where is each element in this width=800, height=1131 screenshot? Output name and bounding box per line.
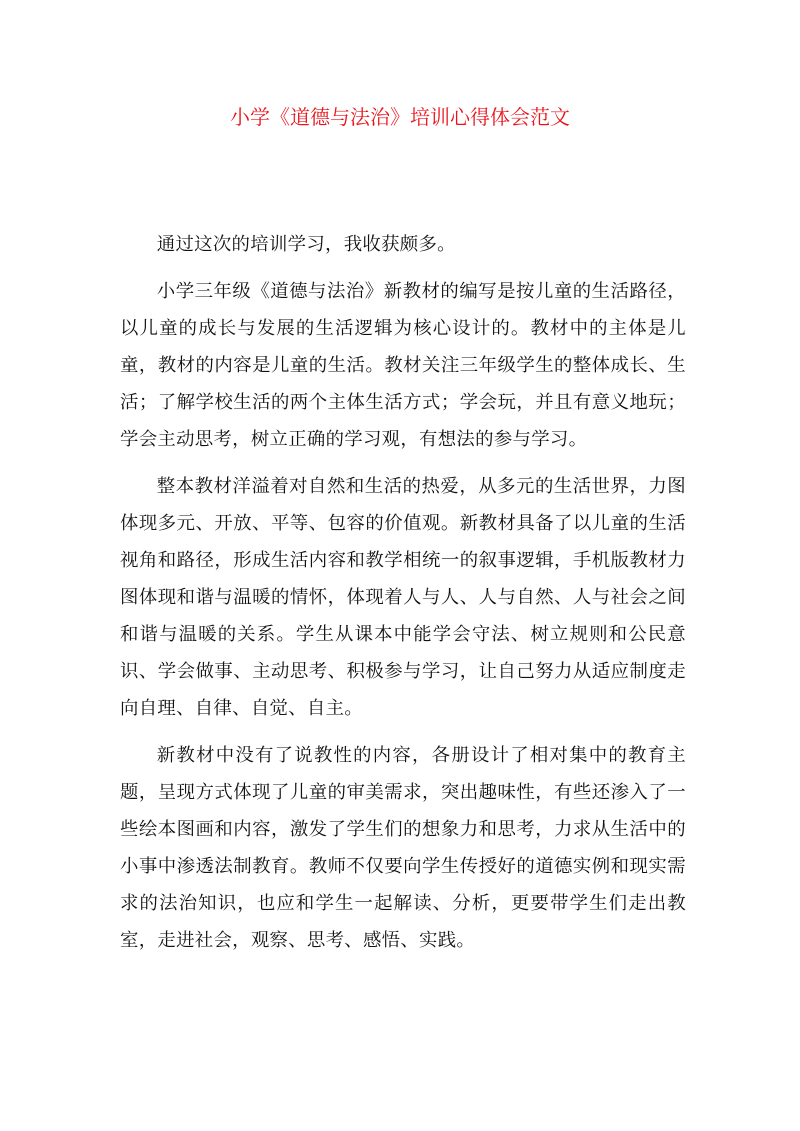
paragraph-4: 新教材中没有了说教性的内容，各册设计了相对集中的教育主题，呈现方式体现了儿童的审美需求，突出趣味性，有些还渗入了一些绘本图画和内容，激发了学生们的想象力和思考，力求从生活中的小事中渗透法制教育。教师不仅要向学生传授好的道德实例和现实需求的法治知识，也应和学生一起解读、分析，更要带学生们走出教室，走进社会，观察、思考、感悟、实践。	[120, 745, 686, 951]
paragraph-2: 小学三年级《道德与法治》新教材的编写是按儿童的生活路径，以儿童的成长与发展的生活逻辑为核心设计的。教材中的主体是儿童，教材的内容是儿童的生活。教材关注三年级学生的整体成长、生活；了解学校生活的两个主体生活方式；学会玩，并且有意义地玩；学会主动思考，树立正确的学习观，有想法的参与学习。	[120, 281, 686, 450]
document-title: 小学《道德与法治》培训心得体会范文	[230, 105, 570, 129]
document-body	[120, 226, 686, 969]
paragraph-1: 通过这次的培训学习，我收获颇多。	[156, 234, 456, 255]
paragraph-3: 整本教材洋溢着对自然和生活的热爱，从多元的生活世界，力图体现多元、开放、平等、包容的价值观。新教材具备了以儿童的生活视角和路径，形成生活内容和教学相统一的叙事逻辑，手机版教材力图体现和谐与温暖的情怀，体现着人与人、人与自然、人与社会之间和谐与温暖的关系。学生从课本中能学会守法、树立规则和公民意识、学会做事、主动思考、积极参与学习，让自己努力从适应制度走向自理、自律、自觉、自主。	[120, 476, 686, 719]
